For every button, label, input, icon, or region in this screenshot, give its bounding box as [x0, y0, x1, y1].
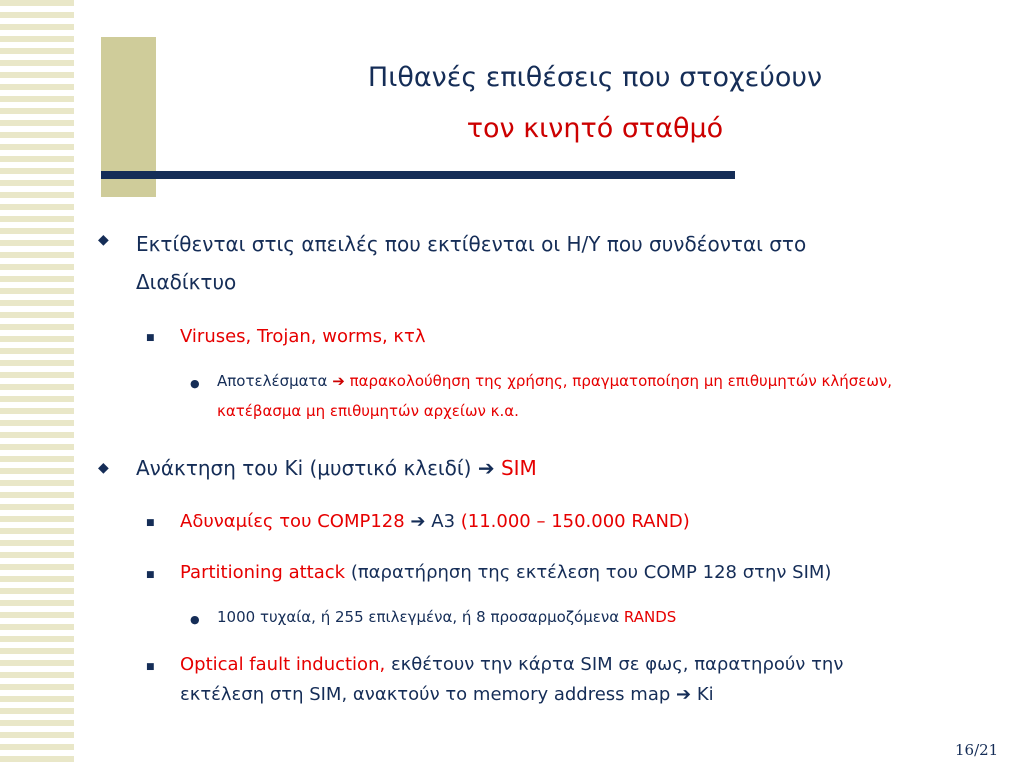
diamond-bullet-icon: ◆: [98, 460, 109, 476]
bullet-text-line2: Διαδίκτυο: [136, 270, 237, 294]
right-arrow-icon: ➔: [410, 511, 426, 532]
slide-title-line1: Πιθανές επιθέσεις που στοχεύουν: [367, 62, 823, 93]
page-number: 16/21: [955, 741, 999, 759]
dot-bullet-icon: ●: [190, 613, 200, 626]
square-bullet-icon: ■: [146, 570, 155, 580]
square-bullet-icon: ■: [146, 518, 155, 528]
right-arrow-icon: ➔: [332, 372, 345, 390]
bullet-text-line1: Εκτίθενται στις απειλές που εκτίθενται οι Η/Υ που συνδέονται στο: [136, 232, 807, 256]
square-bullet-icon: ■: [146, 333, 155, 343]
dot-bullet-icon: ●: [190, 377, 200, 390]
diamond-bullet-icon: ◆: [98, 232, 109, 248]
bullet-optical-fault: Optical fault induction, εκθέτουν την κάρτα SIM σε φως, παρατηρούν την εκτέλεση στη SIM, ανακτούν το memory address map ➔ Ki: [180, 654, 844, 705]
bullet-results: Αποτελέσματα ➔ παρακολούθηση της χρήσης, πραγματοποίηση μη επιθυμητών κλήσεων, κατέβασμα μη επιθυμητών αρχείων κ.α.: [217, 372, 893, 420]
bullet-partitioning-attack: Partitioning attack (παρατήρηση της εκτέλεση του COMP 128 στην SIM): [180, 562, 832, 583]
title-underline-rule: [101, 171, 735, 179]
sidebar-stripes: [0, 0, 74, 768]
bullet-exposure-threats: [136, 225, 996, 301]
bullet-rands: 1000 τυχαία, ή 255 επιλεγμένα, ή 8 προσαρμοζόμενα RANDS: [217, 608, 677, 626]
bullet-viruses: Viruses, Trojan, worms, κτλ: [180, 326, 426, 347]
slide-title-line2: τον κινητό σταθμό: [466, 113, 724, 144]
right-arrow-icon: ➔: [676, 684, 692, 705]
right-arrow-icon: ➔: [477, 456, 495, 480]
bullet-ki-recovery: Ανάκτηση του Ki (μυστικό κλειδί) ➔ SIM: [136, 456, 537, 480]
square-bullet-icon: ■: [146, 662, 155, 672]
bullet-comp128-weaknesses: Αδυναμίες του COMP128 ➔ A3 (11.000 – 150.000 RAND): [180, 511, 690, 532]
